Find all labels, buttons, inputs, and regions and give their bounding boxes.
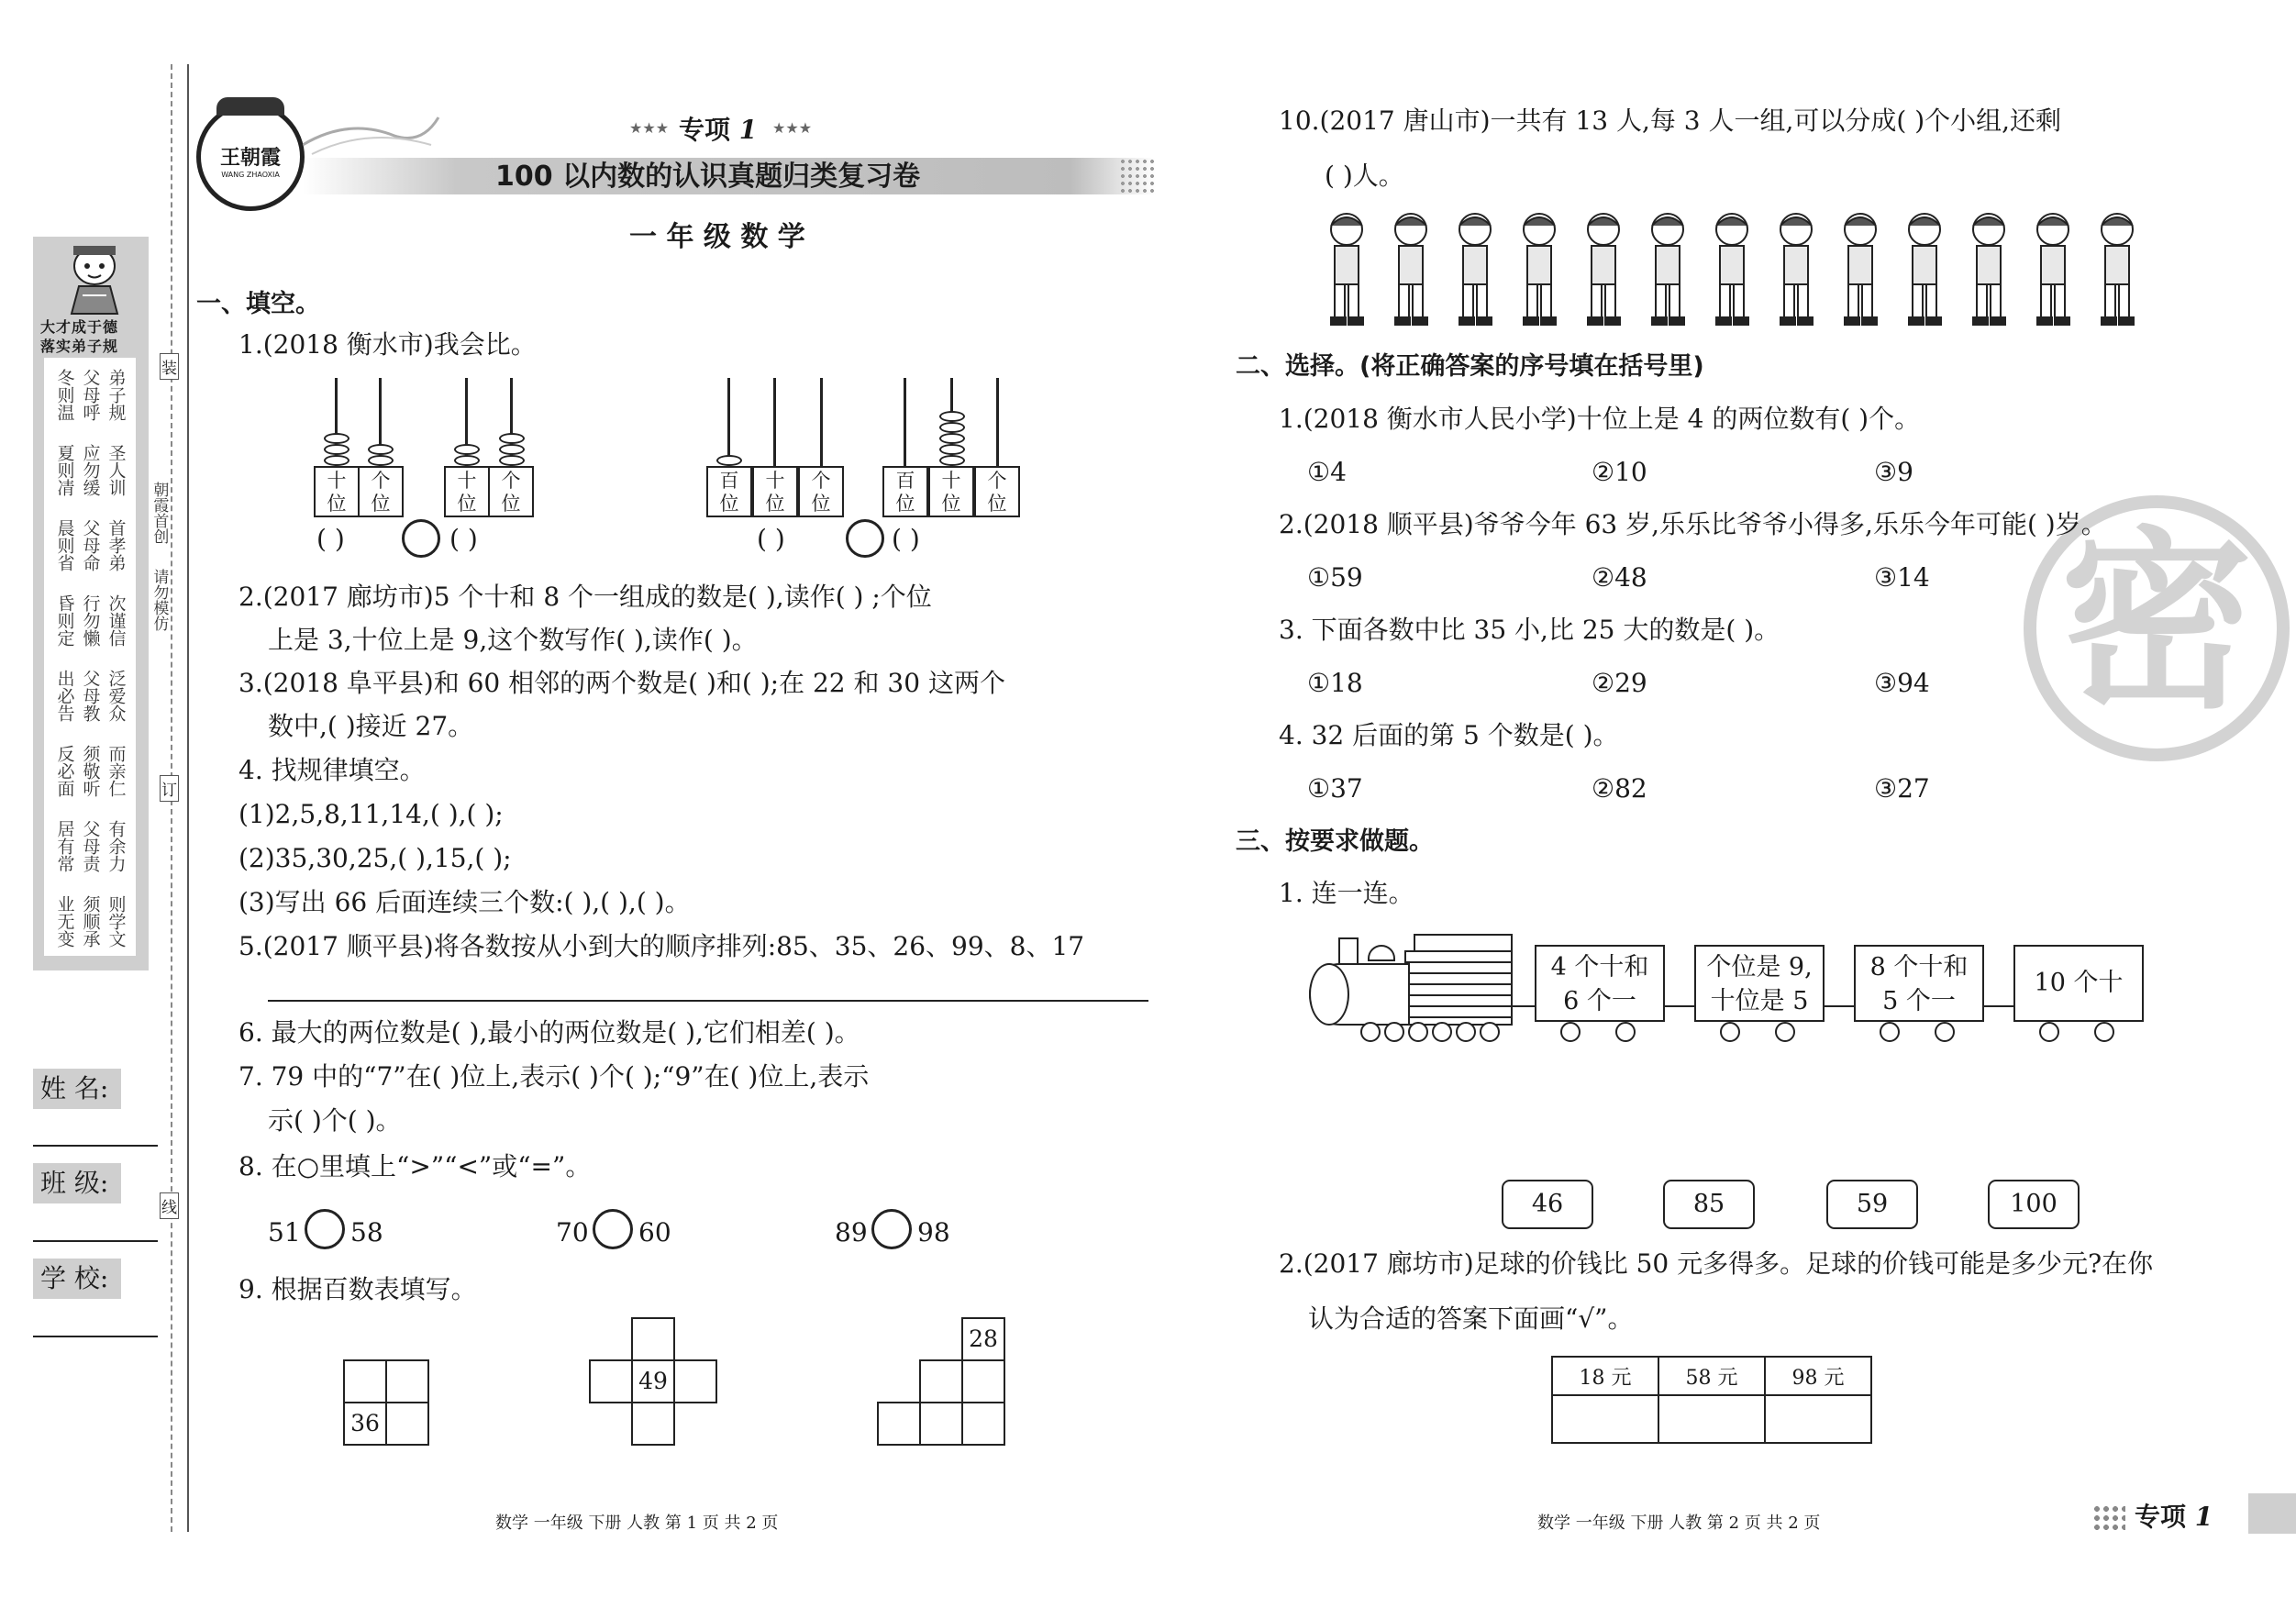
copyright-2: 请勿模仿: [150, 569, 169, 631]
name-label: 姓 名:: [40, 1073, 109, 1103]
abacus-rod: [820, 378, 823, 468]
train-coupler: [1984, 1005, 2015, 1007]
place-label-ones: [974, 466, 1020, 517]
locomotive-front: [1309, 963, 1349, 1026]
price-answer-row: [1552, 1395, 1871, 1443]
connect-q1: 1. 连一连。: [1279, 878, 1414, 908]
locomotive-chimney: [1338, 937, 1359, 965]
label-char: 个: [371, 470, 391, 492]
class-input-line[interactable]: [33, 1240, 158, 1242]
label-char: 个: [501, 470, 521, 492]
train-coupler: [1513, 1005, 1536, 1007]
q8-circle-3[interactable]: [871, 1209, 912, 1249]
grid-cell[interactable]: [631, 1402, 675, 1446]
compare-circle[interactable]: [402, 519, 440, 558]
verse: 反必面: [54, 745, 75, 797]
abacus-bead: [324, 433, 349, 444]
children-illustration: [1324, 209, 2168, 328]
place-label-tens: [752, 466, 798, 517]
choice-q1: 1.(2018 衡水市人民小学)十位上是 4 的两位数有( )个。: [1279, 404, 1921, 434]
choice-q3-opt3[interactable]: ③94: [1874, 668, 1930, 698]
corner-tag: [2135, 1504, 2213, 1530]
abacus-bead: [454, 444, 480, 455]
compare-circle[interactable]: [846, 519, 884, 558]
verse: 夏则凊: [54, 444, 75, 496]
grid-cell[interactable]: [877, 1402, 921, 1446]
verse: 而亲仁: [105, 745, 127, 797]
label-char: 十: [327, 470, 347, 492]
verse: 业无变: [54, 895, 75, 948]
car-1-line2: 6 个一: [1563, 987, 1636, 1015]
corner-tag-number: 1: [2194, 1502, 2213, 1532]
cut-mark-3: 线: [160, 1192, 179, 1219]
label-char: 位: [501, 493, 521, 515]
train-coupler: [1665, 1005, 1696, 1007]
q4-text: 4. 找规律填空。: [238, 755, 426, 785]
verse: 晨则省: [54, 519, 75, 571]
q9-text: 9. 根据百数表填写。: [238, 1274, 477, 1304]
verse: 圣人训: [105, 444, 127, 496]
choice-q1-opt2[interactable]: ②10: [1592, 457, 1647, 487]
q1-text: 1.(2018 衡水市)我会比。: [238, 329, 537, 360]
label-char: 位: [941, 493, 961, 515]
label-char: 位: [987, 493, 1007, 515]
corner-tag-bg: [2248, 1493, 2296, 1534]
price-q2-line2: 认为合适的答案下面画“√”。: [1308, 1303, 1634, 1334]
q8-b1: 58: [350, 1217, 383, 1248]
choice-q3: 3. 下面各数中比 35 小,比 25 大的数是( )。: [1279, 615, 1780, 645]
q2-line1: 2.(2017 廊坊市)5 个十和 8 个一组成的数是( ),读作( ) ;个位: [238, 582, 932, 612]
logo-crown: [216, 97, 284, 116]
train-car-3[interactable]: [1854, 945, 1984, 1022]
left-footer: 数学 一年级 下册 人教 第 1 页 共 2 页: [495, 1514, 779, 1533]
grid-cell[interactable]: [961, 1402, 1005, 1446]
verse: 昏则定: [54, 594, 75, 647]
car-wheel: [1560, 1022, 1581, 1042]
q8-a1: 51: [268, 1217, 301, 1248]
label-char: 个: [811, 470, 831, 492]
q1-blank-left-2[interactable]: ( ): [757, 524, 785, 554]
abacus-bead: [939, 433, 965, 444]
abacus-bead: [499, 433, 525, 444]
verse: 父母命: [80, 519, 101, 571]
verse: 泛爱众: [105, 670, 127, 722]
price-cell: 98 元: [1765, 1357, 1871, 1395]
price-header-row: [1552, 1357, 1871, 1395]
choice-q2-opt3[interactable]: ③14: [1874, 562, 1930, 593]
car-wheel: [1615, 1022, 1636, 1042]
abacus-bead: [454, 455, 480, 466]
label-char: 位: [895, 493, 915, 515]
car-wheel: [1935, 1022, 1955, 1042]
locomotive-dome: [1368, 945, 1395, 961]
abacus-rod: [996, 378, 999, 468]
series-label: [679, 117, 757, 143]
abacus-bead: [939, 444, 965, 455]
car-4-line1: 10 个十: [2034, 969, 2124, 997]
label-char: 位: [327, 493, 347, 515]
price-cell: 18 元: [1552, 1357, 1658, 1395]
label-char: 百: [719, 470, 739, 492]
car-3-line1: 8 个十和: [1869, 953, 1969, 981]
verse: 首孝弟: [105, 519, 127, 571]
grid-cell[interactable]: [673, 1359, 717, 1403]
price-q2-line1: 2.(2017 廊坊市)足球的价钱比 50 元多得多。足球的价钱可能是多少元?在你: [1279, 1248, 2154, 1279]
q4-part3: (3)写出 66 后面连续三个数:( ),( ),( )。: [238, 887, 691, 917]
series-stars-left: ★★★: [629, 119, 670, 137]
label-char: 十: [457, 470, 477, 492]
q4-part1: (1)2,5,8,11,14,( ),( );: [238, 799, 504, 829]
series-text: 专项: [679, 115, 731, 145]
q8-a3: 89: [835, 1217, 868, 1248]
grid-cell[interactable]: [343, 1359, 387, 1403]
number-box-3[interactable]: 59: [1826, 1180, 1918, 1229]
label-char: 十: [941, 470, 961, 492]
choice-q2-opt1[interactable]: ①59: [1307, 562, 1363, 593]
car-wheel: [1720, 1022, 1740, 1042]
label-char: 百: [895, 470, 915, 492]
car-2-line1: 个位是 9,: [1706, 953, 1813, 981]
label-char: 十: [765, 470, 785, 492]
right-page: [1148, 0, 2296, 1597]
abacus-rod: [773, 378, 776, 468]
q7-line2: 示( )个( )。: [268, 1105, 402, 1136]
confidential-stamp: 密: [2024, 495, 2290, 761]
answer-cell[interactable]: [1765, 1395, 1871, 1443]
q10-line2: ( )人。: [1325, 161, 1404, 191]
abacus-bead: [324, 444, 349, 455]
verse: 应勿缓: [80, 444, 101, 496]
car-wheel: [2094, 1022, 2114, 1042]
number-box-4[interactable]: 100: [1988, 1180, 2080, 1229]
grid-cell[interactable]: [385, 1359, 429, 1403]
abacus-bead: [939, 411, 965, 422]
choice-q4: 4. 32 后面的第 5 个数是( )。: [1279, 720, 1619, 750]
car-2-line2: 十位是 5: [1710, 987, 1809, 1015]
answer-cell[interactable]: [1658, 1395, 1765, 1443]
sidebar-motto-2: 落实弟子规: [40, 338, 119, 355]
locomotive-body: [1404, 950, 1513, 1026]
q1-blank-right[interactable]: ( ): [449, 524, 478, 554]
sidebar-motto-1: 大才成于德: [40, 318, 119, 336]
abacus-bead: [499, 455, 525, 466]
name-input-line[interactable]: [33, 1145, 158, 1147]
answer-cell[interactable]: [1552, 1395, 1658, 1443]
label-char: 位: [811, 493, 831, 515]
verse: 冬则温: [54, 369, 75, 421]
page-title: 100 以内数的认识真题归类复习卷: [495, 161, 921, 193]
corner-tag-text: 专项: [2135, 1502, 2187, 1532]
place-label-tens: [314, 466, 360, 517]
q3-line2: 数中,( )接近 27。: [268, 711, 474, 741]
choice-q3-opt1[interactable]: ①18: [1307, 668, 1363, 698]
verse: 次谨信: [105, 594, 127, 647]
logo-subtext: WANG ZHAOXIA: [221, 171, 280, 179]
label-char: 位: [457, 493, 477, 515]
locomotive-wheel: [1408, 1022, 1428, 1042]
abacus-bead: [368, 455, 394, 466]
q6-text: 6. 最大的两位数是( ),最小的两位数是( ),它们相差( )。: [238, 1017, 860, 1048]
logo-ribbon: [303, 108, 440, 163]
verse: 弟子规: [105, 369, 127, 421]
series-number: 1: [738, 115, 758, 145]
q5-answer-line[interactable]: [268, 1000, 1148, 1002]
q8-a2: 70: [556, 1217, 589, 1248]
number-box-2[interactable]: 85: [1663, 1180, 1755, 1229]
label-char: 位: [371, 493, 391, 515]
place-label-ones: [488, 466, 534, 517]
train-coupler: [1825, 1005, 1856, 1007]
copyright-1: 朝霞首创: [150, 482, 169, 544]
locomotive-wheel: [1360, 1022, 1381, 1042]
abacus-rod: [904, 378, 906, 468]
abacus-bead: [716, 455, 742, 466]
verse: 父母呼: [80, 369, 101, 421]
choice-q4-opt1[interactable]: ①37: [1307, 773, 1363, 804]
grid-cell: 49: [631, 1359, 675, 1403]
grid-cell: 36: [343, 1402, 387, 1446]
section3-heading: 三、按要求做题。: [1236, 827, 1434, 856]
choice-q4-opt3[interactable]: ③27: [1874, 773, 1930, 804]
choice-q2: 2.(2018 顺平县)爷爷今年 63 岁,乐乐比爷爷小得多,乐乐今年可能( )岁。: [1279, 509, 2107, 539]
school-label: 学 校:: [40, 1263, 109, 1293]
place-label-hundreds: [882, 466, 928, 517]
grid-cell[interactable]: [961, 1359, 1005, 1403]
cut-mark-1: 装: [160, 353, 179, 380]
abacus-bead: [324, 455, 349, 466]
verse: 须顺承: [80, 895, 101, 948]
choice-q4-opt2[interactable]: ②82: [1592, 773, 1647, 804]
scholar-icon: [53, 240, 136, 316]
train-car-4[interactable]: [2013, 945, 2144, 1022]
choice-q2-opt2[interactable]: ②48: [1592, 562, 1647, 593]
verse: 有余力: [105, 820, 127, 872]
grid-cell[interactable]: [385, 1402, 429, 1446]
q4-part2: (2)35,30,25,( ),15,( );: [238, 843, 512, 873]
car-wheel: [1775, 1022, 1795, 1042]
place-label-tens: [928, 466, 974, 517]
price-cell: 58 元: [1658, 1357, 1765, 1395]
car-wheel: [2039, 1022, 2059, 1042]
verse: 行勿懒: [80, 594, 101, 647]
q1-blank-right-2[interactable]: ( ): [892, 524, 920, 554]
grid-cell: 28: [961, 1317, 1005, 1361]
place-label-hundreds: [706, 466, 752, 517]
q8-circle-2[interactable]: [593, 1209, 633, 1249]
grid-cell[interactable]: [631, 1317, 675, 1361]
choice-q1-opt3[interactable]: ③9: [1874, 457, 1913, 487]
q2-line2: 上是 3,十位上是 9,这个数写作( ),读作( )。: [268, 625, 758, 655]
verse: 父母教: [80, 670, 101, 722]
logo-text: 王朝霞: [219, 146, 281, 170]
place-label-ones: [358, 466, 404, 517]
q8-b2: 60: [638, 1217, 671, 1248]
label-char: 位: [765, 493, 785, 515]
q8-circle-1[interactable]: [305, 1209, 345, 1249]
car-wheel: [1880, 1022, 1900, 1042]
locomotive-wheel: [1456, 1022, 1476, 1042]
corner-tag-dots: [2092, 1504, 2125, 1532]
grid-cell[interactable]: [589, 1359, 633, 1403]
grid-cell[interactable]: [919, 1359, 963, 1403]
section1-heading: 一、填空。: [196, 290, 320, 318]
section2-heading: 二、选择。(将正确答案的序号填在括号里): [1236, 352, 1704, 381]
locomotive-cab: [1414, 934, 1513, 952]
number-box-1[interactable]: 46: [1502, 1180, 1593, 1229]
locomotive-wheel: [1432, 1022, 1452, 1042]
q8-b3: 98: [917, 1217, 950, 1248]
cut-mark-2: 订: [160, 775, 179, 802]
locomotive-wheel: [1384, 1022, 1404, 1042]
q8-text: 8. 在○里填上“>”“<”或“=”。: [238, 1151, 592, 1181]
label-char: 个: [987, 470, 1007, 492]
q10-line1: 10.(2017 唐山市)一共有 13 人,每 3 人一组,可以分成( )个小组,还剩: [1279, 105, 2062, 136]
abacus-bead: [939, 455, 965, 466]
right-footer: 数学 一年级 下册 人教 第 2 页 共 2 页: [1537, 1514, 1821, 1533]
locomotive-wheel: [1480, 1022, 1500, 1042]
verse: 父母责: [80, 820, 101, 872]
q5-text: 5.(2017 顺平县)将各数按从小到大的顺序排列:85、35、26、99、8、17: [238, 931, 1085, 961]
car-3-line2: 5 个一: [1882, 987, 1956, 1015]
brand-logo: [196, 103, 305, 211]
q3-line1: 3.(2018 阜平县)和 60 相邻的两个数是( )和( );在 22 和 30 这两个: [238, 668, 1005, 698]
binding-solid-line: [187, 64, 189, 1532]
place-label-ones: [798, 466, 844, 517]
label-char: 位: [719, 493, 739, 515]
series-stars-right: ★★★: [772, 119, 813, 137]
verse: 则学文: [105, 895, 127, 948]
school-input-line[interactable]: [33, 1336, 158, 1337]
q1-blank-left[interactable]: ( ): [316, 524, 345, 554]
price-table: [1551, 1356, 1872, 1444]
verse: 出必告: [54, 670, 75, 722]
verse: 居有常: [54, 820, 75, 872]
place-label-tens: [444, 466, 490, 517]
train-car-2[interactable]: [1694, 945, 1825, 1022]
q7-line1: 7. 79 中的“7”在( )位上,表示( )个( );“9”在( )位上,表示: [238, 1061, 870, 1092]
car-1-line1: 4 个十和: [1550, 953, 1649, 981]
choice-q1-opt1[interactable]: ①4: [1307, 457, 1347, 487]
abacus-bead: [368, 444, 394, 455]
choice-q3-opt2[interactable]: ②29: [1592, 668, 1647, 698]
class-label: 班 级:: [40, 1168, 109, 1198]
page-subtitle: 一 年 级 数 学: [629, 221, 805, 253]
train-car-1[interactable]: [1535, 945, 1665, 1022]
grid-cell[interactable]: [919, 1402, 963, 1446]
verse: 须敬听: [80, 745, 101, 797]
abacus-bead: [939, 422, 965, 433]
abacus-bead: [499, 444, 525, 455]
